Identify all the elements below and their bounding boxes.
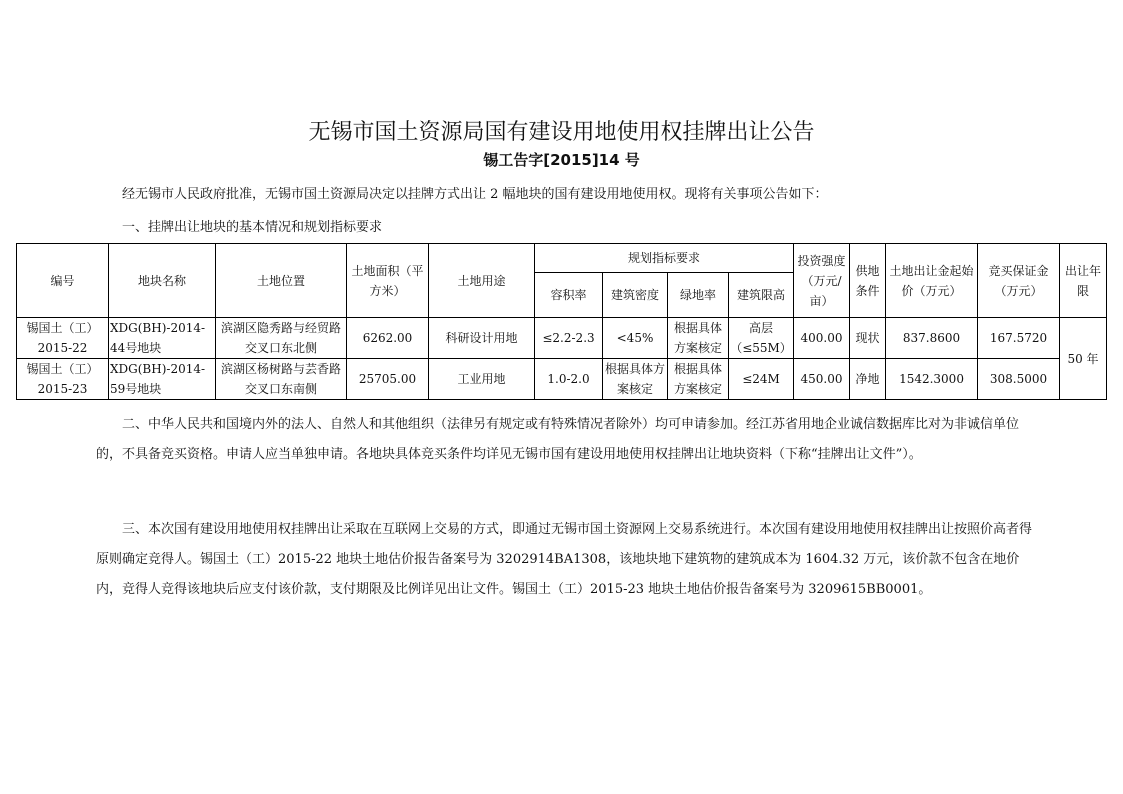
cell-area: 25705.00 (347, 359, 429, 400)
cell-id: 锡国土（工）2015-23 (17, 359, 109, 400)
section-2-paragraph: 二、中华人民共和国境内外的法人、自然人和其他组织（法律另有规定或有特殊情况者除外）均可申请参加。经江苏省用地企业诚信数据库比对为非诚信单位的，不具备竞买资格。申请人应当单独申请。各地块具体竞买条件均详见无锡市国有建设用地使用权挂牌出让地块资料（下称“挂牌出让文件”）。 (96, 417, 1020, 462)
header-location: 土地位置 (216, 244, 347, 318)
cell-term: 50 年 (1060, 318, 1107, 400)
cell-green: 根据具体方案核定 (668, 359, 729, 400)
header-id: 编号 (17, 244, 109, 318)
cell-green: 根据具体方案核定 (668, 318, 729, 359)
document-number: 锡工告字[2015]14 号 (483, 151, 640, 169)
cell-id: 锡国土（工）2015-22 (17, 318, 109, 359)
cell-price: 837.8600 (886, 318, 978, 359)
header-green: 绿地率 (668, 273, 729, 318)
cell-price: 1542.3000 (886, 359, 978, 400)
cell-far: 1.0-2.0 (535, 359, 603, 400)
header-use: 土地用途 (429, 244, 535, 318)
cell-invest: 400.00 (794, 318, 850, 359)
cell-height: 高层（≤55M） (729, 318, 794, 359)
cell-density: 根据具体方案核定 (603, 359, 668, 400)
header-density: 建筑密度 (603, 273, 668, 318)
cell-deposit: 308.5000 (978, 359, 1060, 400)
cell-far: ≤2.2-2.3 (535, 318, 603, 359)
cell-supply: 现状 (850, 318, 886, 359)
header-name: 地块名称 (109, 244, 216, 318)
section-1-heading: 一、挂牌出让地块的基本情况和规划指标要求 (122, 220, 383, 235)
cell-invest: 450.00 (794, 359, 850, 400)
cell-density: <45% (603, 318, 668, 359)
header-supply: 供地条件 (850, 244, 886, 318)
parcel-table (16, 243, 1107, 400)
header-height: 建筑限高 (729, 273, 794, 318)
cell-location: 滨湖区杨树路与芸香路交叉口东南侧 (216, 359, 347, 400)
table-row (17, 359, 1107, 400)
table-row (17, 318, 1107, 359)
header-area: 土地面积（平方米） (347, 244, 429, 318)
cell-location: 滨湖区隐秀路与经贸路交叉口东北侧 (216, 318, 347, 359)
cell-height: ≤24M (729, 359, 794, 400)
intro-paragraph: 经无锡市人民政府批准，无锡市国土资源局决定以挂牌方式出让 2 幅地块的国有建设用地使用权。现将有关事项公告如下： (122, 187, 828, 202)
section-3-paragraph: 三、本次国有建设用地使用权挂牌出让采取在互联网上交易的方式，即通过无锡市国土资源网上交易系统进行。本次国有建设用地使用权挂牌出让按照价高者得原则确定竞得人。锡国土（工）2015-22 地块土地估价报告备案号为 3202914BA1308，该地块地下建筑物的建筑成本为 1604.32 万元，该价款不包含在地价内，竞得人竞得该地块后应支付该价款，支付期限及比例详见出让文件。锡国土（工）2015-23 地块土地估价报告备案号为 3209615BB0001。 (96, 522, 1033, 597)
cell-use: 科研设计用地 (429, 318, 535, 359)
header-far: 容积率 (535, 273, 603, 318)
cell-name: XDG(BH)-2014-59号地块 (109, 359, 216, 400)
header-plan: 规划指标要求 (535, 244, 794, 273)
cell-use: 工业用地 (429, 359, 535, 400)
header-term: 出让年限 (1060, 244, 1107, 318)
cell-deposit: 167.5720 (978, 318, 1060, 359)
header-deposit: 竞买保证金（万元） (978, 244, 1060, 318)
cell-name: XDG(BH)-2014-44号地块 (109, 318, 216, 359)
cell-area: 6262.00 (347, 318, 429, 359)
cell-supply: 净地 (850, 359, 886, 400)
header-price: 土地出让金起始价（万元） (886, 244, 978, 318)
header-invest: 投资强度（万元/亩） (794, 244, 850, 318)
document-title: 无锡市国土资源局国有建设用地使用权挂牌出让公告 (308, 120, 815, 145)
table-header-row (17, 244, 1107, 273)
